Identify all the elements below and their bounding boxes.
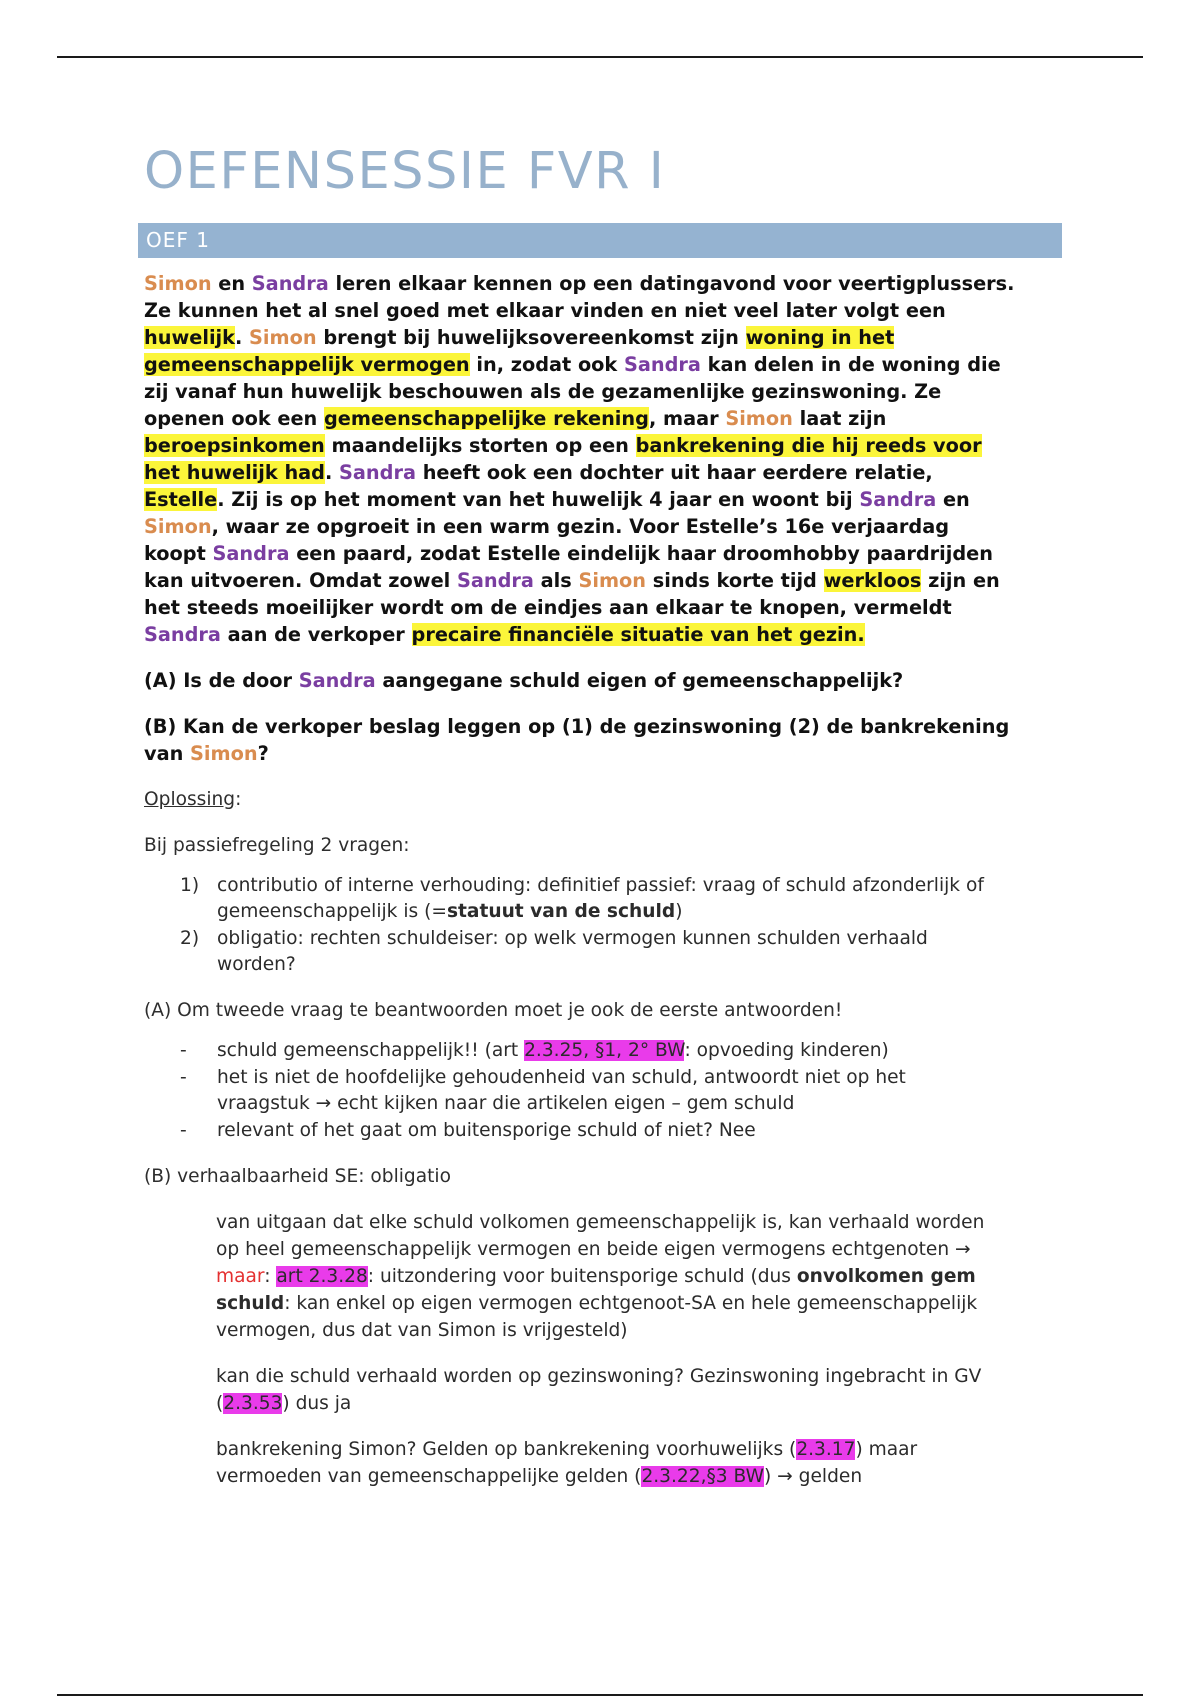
- name-simon: Simon: [144, 515, 212, 538]
- paragraph-text: (: [216, 1393, 224, 1414]
- article-reference: art 2.3.28: [276, 1266, 368, 1287]
- name-sandra: Sandra: [251, 272, 329, 295]
- paragraph-text: : kan enkel op eigen vermogen echtgenoot-SA en hele gemeenschappelijk: [284, 1293, 978, 1314]
- paragraph-text: :: [264, 1266, 277, 1287]
- case-text-span: zijn en: [921, 569, 1000, 592]
- article-reference: 2.3.17: [796, 1439, 856, 1460]
- solution-intro: Bij passiefregeling 2 vragen:: [144, 835, 410, 856]
- paragraph-text: vermoeden van gemeenschappelijke gelden (: [216, 1466, 642, 1487]
- solution-heading: [144, 786, 1064, 813]
- answer-b-intro: (B) verhaalbaarheid SE: obligatio: [144, 1166, 451, 1187]
- case-text-span: een paard, zodat Estelle eindelijk haar droomhobby paardrijden: [289, 542, 993, 565]
- document-page: [144, 140, 1064, 1490]
- question-text: (A) Is de door: [144, 669, 299, 692]
- list-item: [144, 926, 1064, 978]
- list-item: [144, 1038, 1064, 1064]
- list-text: obligatio: rechten schuldeiser: op welk vermogen kunnen schulden verhaald: [217, 928, 928, 949]
- paragraph-line: van uitgaan dat elke schuld volkomen gemeenschappelijk is, kan verhaald worden: [216, 1212, 985, 1233]
- name-sandra: Sandra: [859, 488, 937, 511]
- question-line: (B) Kan de verkoper beslag leggen op (1) de gezinswoning (2) de bankrekening: [144, 715, 1010, 738]
- case-text: [144, 270, 1064, 648]
- case-line: het steeds moeilijker wordt om de eindjes aan elkaar te knopen, vermeldt: [144, 596, 952, 619]
- bullet-list: [144, 1038, 1064, 1144]
- list-text: worden?: [217, 954, 296, 975]
- article-reference: 2.3.53: [223, 1393, 283, 1414]
- case-text-span: .: [324, 461, 340, 484]
- answer-b-paragraph-3: [144, 1436, 1064, 1490]
- question-text: van: [144, 742, 191, 765]
- case-text-span: kan delen in de woning die: [700, 353, 1001, 376]
- paragraph-line: op heel gemeenschappelijk vermogen en beide eigen vermogens echtgenoten →: [216, 1239, 971, 1260]
- paragraph-bold: schuld: [216, 1293, 285, 1314]
- article-reference: 2.3.25, §1, 2° BW: [524, 1040, 685, 1061]
- case-text-span: , waar ze opgroeit in een warm gezin. Voor Estelle’s 16e verjaardag: [211, 515, 950, 538]
- name-sandra: Sandra: [298, 669, 376, 692]
- article-reference: 2.3.22,§3 BW: [641, 1466, 765, 1487]
- list-text: relevant of het gaat om buitensporige schuld of niet? Nee: [217, 1120, 756, 1141]
- case-text-span: laat zijn: [792, 407, 887, 430]
- paragraph-text: : uitzondering voor buitensporige schuld (dus: [367, 1266, 797, 1287]
- highlight: beroepsinkomen: [144, 434, 325, 457]
- list-text: gemeenschappelijk is (=: [217, 901, 447, 922]
- list-text: schuld gemeenschappelijk!! (art: [217, 1040, 525, 1061]
- answer-b-paragraph-2: [144, 1363, 1064, 1417]
- case-text-span: . Zij is op het moment van het huwelijk 4 jaar en woont bij: [217, 488, 860, 511]
- highlight: precaire financiële situatie van het gezin.: [411, 623, 865, 646]
- name-sandra: Sandra: [212, 542, 290, 565]
- paragraph-line: kan die schuld verhaald worden op gezinswoning? Gezinswoning ingebracht in GV: [216, 1366, 982, 1387]
- bullet-marker: -: [180, 1067, 187, 1088]
- case-text-span: maandelijks storten op een: [324, 434, 636, 457]
- name-sandra: Sandra: [144, 623, 221, 646]
- highlight: woning in het: [745, 326, 895, 349]
- bottom-rule: [57, 1694, 1143, 1696]
- highlight: gemeenschappelijk vermogen: [144, 353, 470, 376]
- question-a: [144, 667, 1064, 694]
- question-text: aangegane schuld eigen of gemeenschappelijk?: [375, 669, 904, 692]
- list-text: ): [675, 901, 683, 922]
- case-text-span: , maar: [648, 407, 726, 430]
- name-simon: Simon: [190, 742, 258, 765]
- red-text: maar: [216, 1266, 265, 1287]
- case-line: Ze kunnen het al snel goed met elkaar vinden en niet veel later volgt een: [144, 299, 946, 322]
- case-text-span: leren elkaar kennen op een datingavond voor veertigplussers.: [328, 272, 1015, 295]
- highlight: Estelle: [144, 488, 218, 511]
- highlight: gemeenschappelijke rekening: [324, 407, 649, 430]
- answer-a-intro: (A) Om tweede vraag te beantwoorden moet je ook de eerste antwoorden!: [144, 1000, 843, 1021]
- list-marker: 2): [180, 928, 200, 949]
- paragraph-text: bankrekening Simon? Gelden op bankrekening voorhuwelijks (: [216, 1439, 797, 1460]
- list-text: : opvoeding kinderen): [684, 1040, 889, 1061]
- case-line: zij vanaf hun huwelijk beschouwen als de gezamenlijke gezinswoning. Ze: [144, 380, 942, 403]
- paragraph-bold: onvolkomen gem: [796, 1266, 976, 1287]
- case-text-span: en: [211, 272, 252, 295]
- name-simon: Simon: [725, 407, 793, 430]
- name-sandra: Sandra: [623, 353, 701, 376]
- top-rule: [57, 56, 1143, 58]
- case-text-span: heeft ook een dochter uit haar eerdere relatie,: [415, 461, 933, 484]
- list-text: vraagstuk → echt kijken naar die artikelen eigen – gem schuld: [217, 1093, 795, 1114]
- section-header: OEF 1: [138, 223, 1062, 258]
- name-simon: Simon: [249, 326, 317, 349]
- name-simon: Simon: [144, 272, 212, 295]
- list-bold: statuut van de schuld: [446, 901, 676, 922]
- highlight: bankrekening die hij reeds voor: [635, 434, 982, 457]
- document-title: OEFENSESSIE FVR I: [144, 142, 666, 201]
- answer-b-paragraph-1: [144, 1209, 1064, 1344]
- solution-heading-colon: :: [235, 789, 242, 810]
- case-text-span: aan de verkoper: [220, 623, 412, 646]
- name-sandra: Sandra: [456, 569, 534, 592]
- bullet-marker: -: [180, 1120, 187, 1141]
- case-text-span: en: [936, 488, 970, 511]
- list-item: [144, 1065, 1064, 1117]
- paragraph-text: ) dus ja: [282, 1393, 352, 1414]
- highlight: het huwelijk had: [144, 461, 325, 484]
- numbered-list: [144, 873, 1064, 978]
- list-marker: 1): [180, 875, 200, 896]
- name-sandra: Sandra: [339, 461, 416, 484]
- case-text-span: kan uitvoeren. Omdat zowel: [144, 569, 457, 592]
- case-text-span: openen ook een: [144, 407, 324, 430]
- question-b: [144, 713, 1064, 767]
- list-item: [144, 1118, 1064, 1144]
- list-text: het is niet de hoofdelijke gehoudenheid van schuld, antwoordt niet op het: [217, 1067, 906, 1088]
- solution-heading-text: Oplossing: [144, 789, 236, 810]
- highlight: werkloos: [823, 569, 922, 592]
- list-text: contributio of interne verhouding: definitief passief: vraag of schuld afzonderlijk of: [217, 875, 984, 896]
- case-text-span: .: [235, 326, 250, 349]
- case-text-span: koopt: [144, 542, 213, 565]
- highlight: huwelijk: [144, 326, 235, 349]
- question-text: ?: [257, 742, 269, 765]
- bullet-marker: -: [180, 1040, 187, 1061]
- case-text-span: brengt bij huwelijksovereenkomst zijn: [316, 326, 746, 349]
- name-simon: Simon: [578, 569, 647, 592]
- list-item: [144, 873, 1064, 925]
- case-text-span: als: [533, 569, 579, 592]
- paragraph-line: vermogen, dus dat van Simon is vrijgesteld): [216, 1320, 628, 1341]
- paragraph-text: ) → gelden: [764, 1466, 863, 1487]
- case-text-span: in, zodat ook: [469, 353, 624, 376]
- paragraph-text: ) maar: [855, 1439, 918, 1460]
- case-text-span: sinds korte tijd: [646, 569, 824, 592]
